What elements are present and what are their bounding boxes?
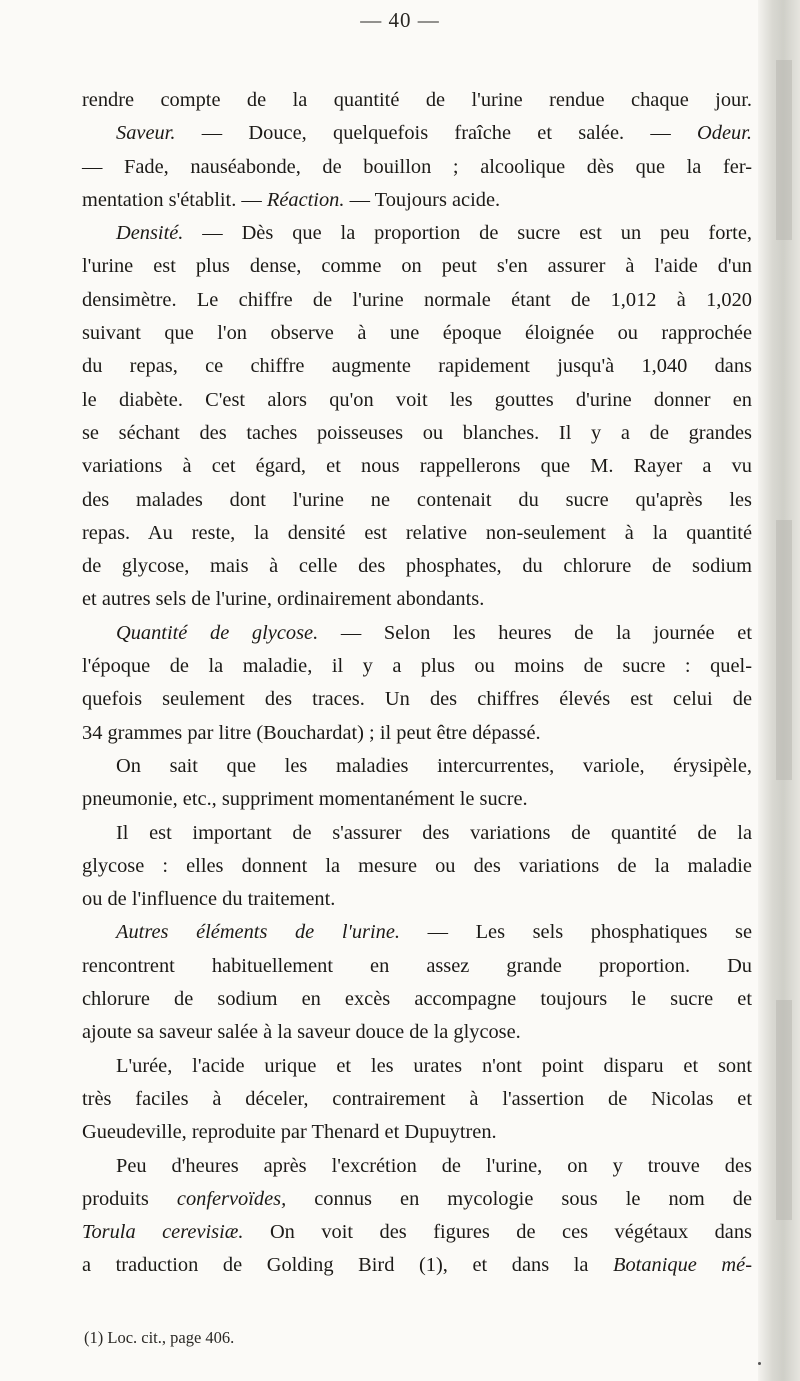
text-line: suivant que l'on observe à une époque éloignée ou rapprochée: [82, 322, 752, 345]
print-speck: [758, 1362, 761, 1365]
text-line: quefois seulement des traces. Un des chiffres élevés est celui de: [82, 688, 752, 711]
page-number: — 40 —: [360, 8, 440, 32]
text-line: mentation s'établit. — Réaction. — Toujours acide.: [82, 188, 501, 211]
text-line: chlorure de sodium en excès accompagne toujours le sucre et: [82, 988, 752, 1011]
text-line: glycose : elles donnent la mesure ou des variations de la maladie: [82, 854, 752, 877]
text-line: et autres sels de l'urine, ordinairement abondants.: [82, 588, 485, 611]
text-line: pneumonie, etc., suppriment momentanément le sucre.: [82, 788, 528, 811]
term-botanique: Botanique mé-: [613, 1254, 752, 1277]
heading-odeur: Odeur.: [697, 122, 752, 145]
text-line: On sait que les maladies intercurrentes, variole, érysipèle,: [116, 754, 752, 777]
text-line: Densité. — Dès que la proportion de sucre est un peu forte,: [116, 222, 752, 245]
page-edge: [758, 0, 800, 1381]
text-line: 34 grammes par litre (Bouchardat) ; il peut être dépassé.: [82, 721, 541, 744]
heading-reaction: Réaction.: [266, 188, 345, 211]
text-line: — Fade, nauséabonde, de bouillon ; alcoolique dès que la fer-: [82, 155, 752, 178]
text-line: l'urine est plus dense, comme on peut s'en assurer à l'aide d'un: [82, 255, 752, 278]
text-line: rencontrent habituellement en assez grande proportion. Du: [82, 954, 752, 977]
text-line: le diabète. C'est alors qu'on voit les gouttes d'urine donner en: [82, 388, 752, 411]
text-line: ajoute sa saveur salée à la saveur douce de la glycose.: [82, 1021, 521, 1044]
heading-quantite-glycose: Quantité de glycose.: [116, 621, 319, 644]
text-line: se séchant des taches poisseuses ou blanches. Il y a de grandes: [82, 421, 752, 444]
text-line: Autres éléments de l'urine. — Les sels phosphatiques se: [116, 921, 753, 944]
text-line: produits confervoïdes, connus en mycologie sous le nom de: [82, 1187, 753, 1210]
text-line: Gueudeville, reproduite par Thenard et Dupuytren.: [82, 1121, 497, 1144]
edge-shadow: [776, 1000, 792, 1220]
footnote: (1) Loc. cit., page 406.: [84, 1328, 235, 1347]
text-line: Peu d'heures après l'excrétion de l'urine, on y trouve des: [116, 1154, 752, 1177]
text-line: très faciles à déceler, contrairement à l'assertion de Nicolas et: [82, 1087, 752, 1110]
text-line: Torula cerevisiæ. On voit des figures de ces végétaux dans: [82, 1221, 752, 1244]
text-line: des malades dont l'urine ne contenait du sucre qu'après les: [82, 488, 752, 511]
text-line: l'époque de la maladie, il y a plus ou moins de sucre : quel-: [82, 655, 752, 678]
heading-densite: Densité.: [116, 222, 184, 245]
text-line: rendre compte de la quantité de l'urine rendue chaque jour.: [82, 89, 752, 111]
text-line: ou de l'influence du traitement.: [82, 888, 336, 911]
heading-saveur: Saveur.: [116, 122, 176, 145]
text-line: repas. Au reste, la densité est relative non-seulement à la quantité: [82, 521, 752, 544]
text-line: a traduction de Golding Bird (1), et dans la Botanique mé-: [82, 1254, 752, 1277]
text-line: de glycose, mais à celle des phosphates, du chlorure de sodium: [82, 555, 752, 578]
text-line: du repas, ce chiffre augmente rapidement jusqu'à 1,040 dans: [82, 355, 752, 378]
term-confervoides: confervoïdes,: [176, 1187, 287, 1210]
edge-shadow: [776, 520, 792, 780]
heading-autres-elements: Autres éléments de l'urine.: [116, 921, 400, 944]
term-torula: Torula cerevisiæ.: [82, 1221, 244, 1244]
text-line: L'urée, l'acide urique et les urates n'ont point disparu et sont: [116, 1054, 752, 1077]
edge-shadow: [776, 60, 792, 240]
text-line: densimètre. Le chiffre de l'urine normale étant de 1,012 à 1,020: [82, 288, 752, 311]
text-line: Quantité de glycose. — Selon les heures de la journée et: [116, 621, 752, 644]
text-line: Saveur. — Douce, quelquefois fraîche et salée. — Odeur.: [116, 122, 752, 145]
text-line: Il est important de s'assurer des variations de quantité de la: [116, 821, 752, 844]
text-line: variations à cet égard, et nous rappellerons que M. Rayer a vu: [82, 455, 752, 478]
body-text: [82, 84, 752, 1283]
